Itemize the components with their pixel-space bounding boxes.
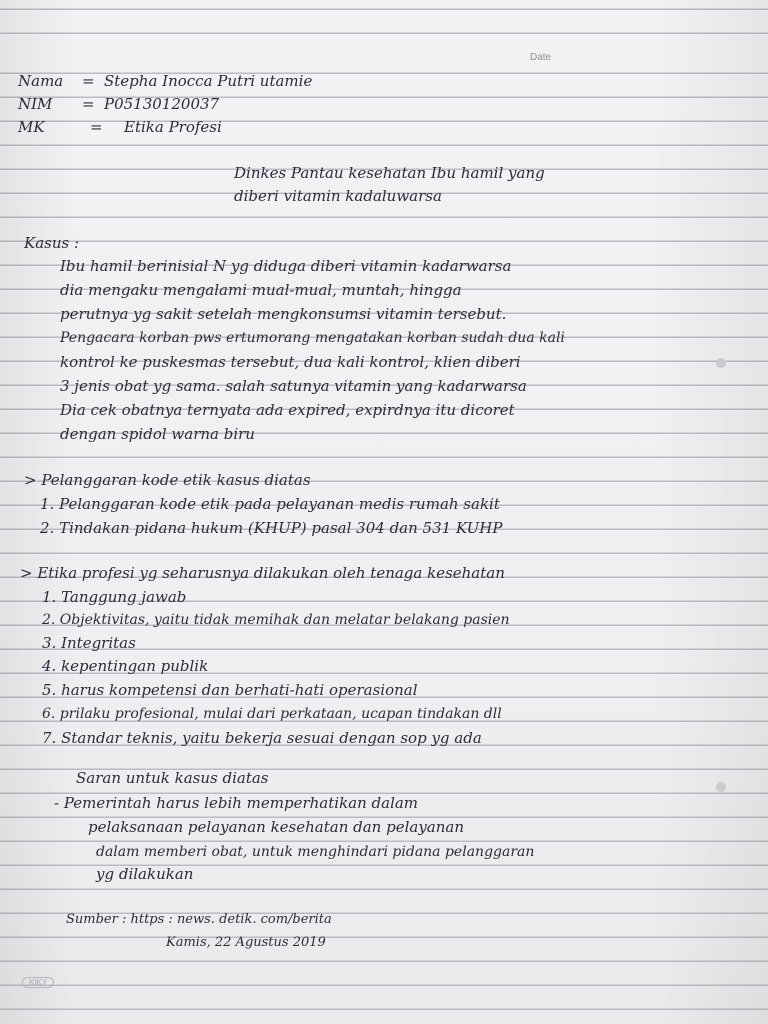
- etika-item: 6. prilaku profesional, mulai dari perkataan, ucapan tindakan dll: [42, 706, 502, 722]
- etika-item: 3. Integritas: [42, 634, 136, 652]
- header-sep: =: [90, 118, 103, 136]
- header-value: Etika Profesi: [124, 118, 222, 136]
- kasus-line: Ibu hamil berinisial N yg diduga diberi vitamin kadarwarsa: [60, 257, 512, 275]
- pelanggaran-item: 2. Tindakan pidana hukum (KHUP) pasal 304 dan 531 KUHP: [40, 519, 503, 537]
- header-sep: =: [82, 72, 95, 90]
- sumber-date: Kamis, 22 Agustus 2019: [166, 935, 326, 950]
- etika-item: 1. Tanggung jawab: [42, 588, 187, 606]
- etika-item: 4. kepentingan publik: [42, 657, 209, 675]
- kasus-line: kontrol ke puskesmas tersebut, dua kali kontrol, klien diberi: [60, 353, 521, 371]
- brand-logo: KIKY: [22, 977, 54, 988]
- etika-item: 2. Objektivitas, yaitu tidak memihak dan melatar belakang pasien: [42, 612, 510, 628]
- etika-item: 5. harus kompetensi dan berhati-hati operasional: [42, 681, 418, 699]
- saran-line: - Pemerintah harus lebih memperhatikan dalam: [54, 794, 419, 812]
- kasus-line: dia mengaku mengalami mual-mual, muntah, hingga: [60, 281, 462, 299]
- header-value: P05130120037: [104, 95, 220, 113]
- kasus-line: dengan spidol warna biru: [60, 425, 255, 443]
- title-line-1: Dinkes Pantau kesehatan Ibu hamil yang: [234, 164, 545, 182]
- etika-heading: > Etika profesi yg seharusnya dilakukan oleh tenaga kesehatan: [20, 564, 505, 582]
- header-key: MK: [18, 118, 45, 136]
- saran-heading: Saran untuk kasus diatas: [76, 769, 269, 787]
- header-value: Stepha Inocca Putri utamie: [104, 72, 313, 90]
- sumber-line: Sumber : https : news. detik. com/berita: [66, 912, 332, 927]
- title-line-2: diberi vitamin kadaluwarsa: [234, 187, 442, 205]
- header-key: NIM: [18, 95, 53, 113]
- binder-hole: [716, 358, 726, 368]
- kasus-line: Dia cek obatnya ternyata ada expired, expirdnya itu dicoret: [60, 401, 515, 419]
- kasus-heading: Kasus :: [24, 234, 80, 252]
- header-sep: =: [82, 95, 95, 113]
- pelanggaran-item: 1. Pelanggaran kode etik pada pelayanan medis rumah sakit: [40, 495, 500, 513]
- etika-item: 7. Standar teknis, yaitu bekerja sesuai dengan sop yg ada: [42, 729, 482, 747]
- saran-line: pelaksanaan pelayanan kesehatan dan pelayanan: [88, 818, 465, 836]
- binder-hole: [716, 782, 726, 792]
- saran-line: yg dilakukan: [96, 865, 194, 883]
- saran-line: dalam memberi obat, untuk menghindari pidana pelanggaran: [96, 844, 535, 860]
- header-key: Nama: [18, 72, 64, 90]
- kasus-line: perutnya yg sakit setelah mengkonsumsi vitamin tersebut.: [60, 305, 507, 323]
- pelanggaran-heading: > Pelanggaran kode etik kasus diatas: [24, 471, 311, 489]
- kasus-line: Pengacara korban pws ertumorang mengatakan korban sudah dua kali: [60, 330, 565, 346]
- kasus-line: 3 jenis obat yg sama. salah satunya vitamin yang kadarwarsa: [60, 377, 527, 395]
- date-label: Date: [530, 52, 552, 63]
